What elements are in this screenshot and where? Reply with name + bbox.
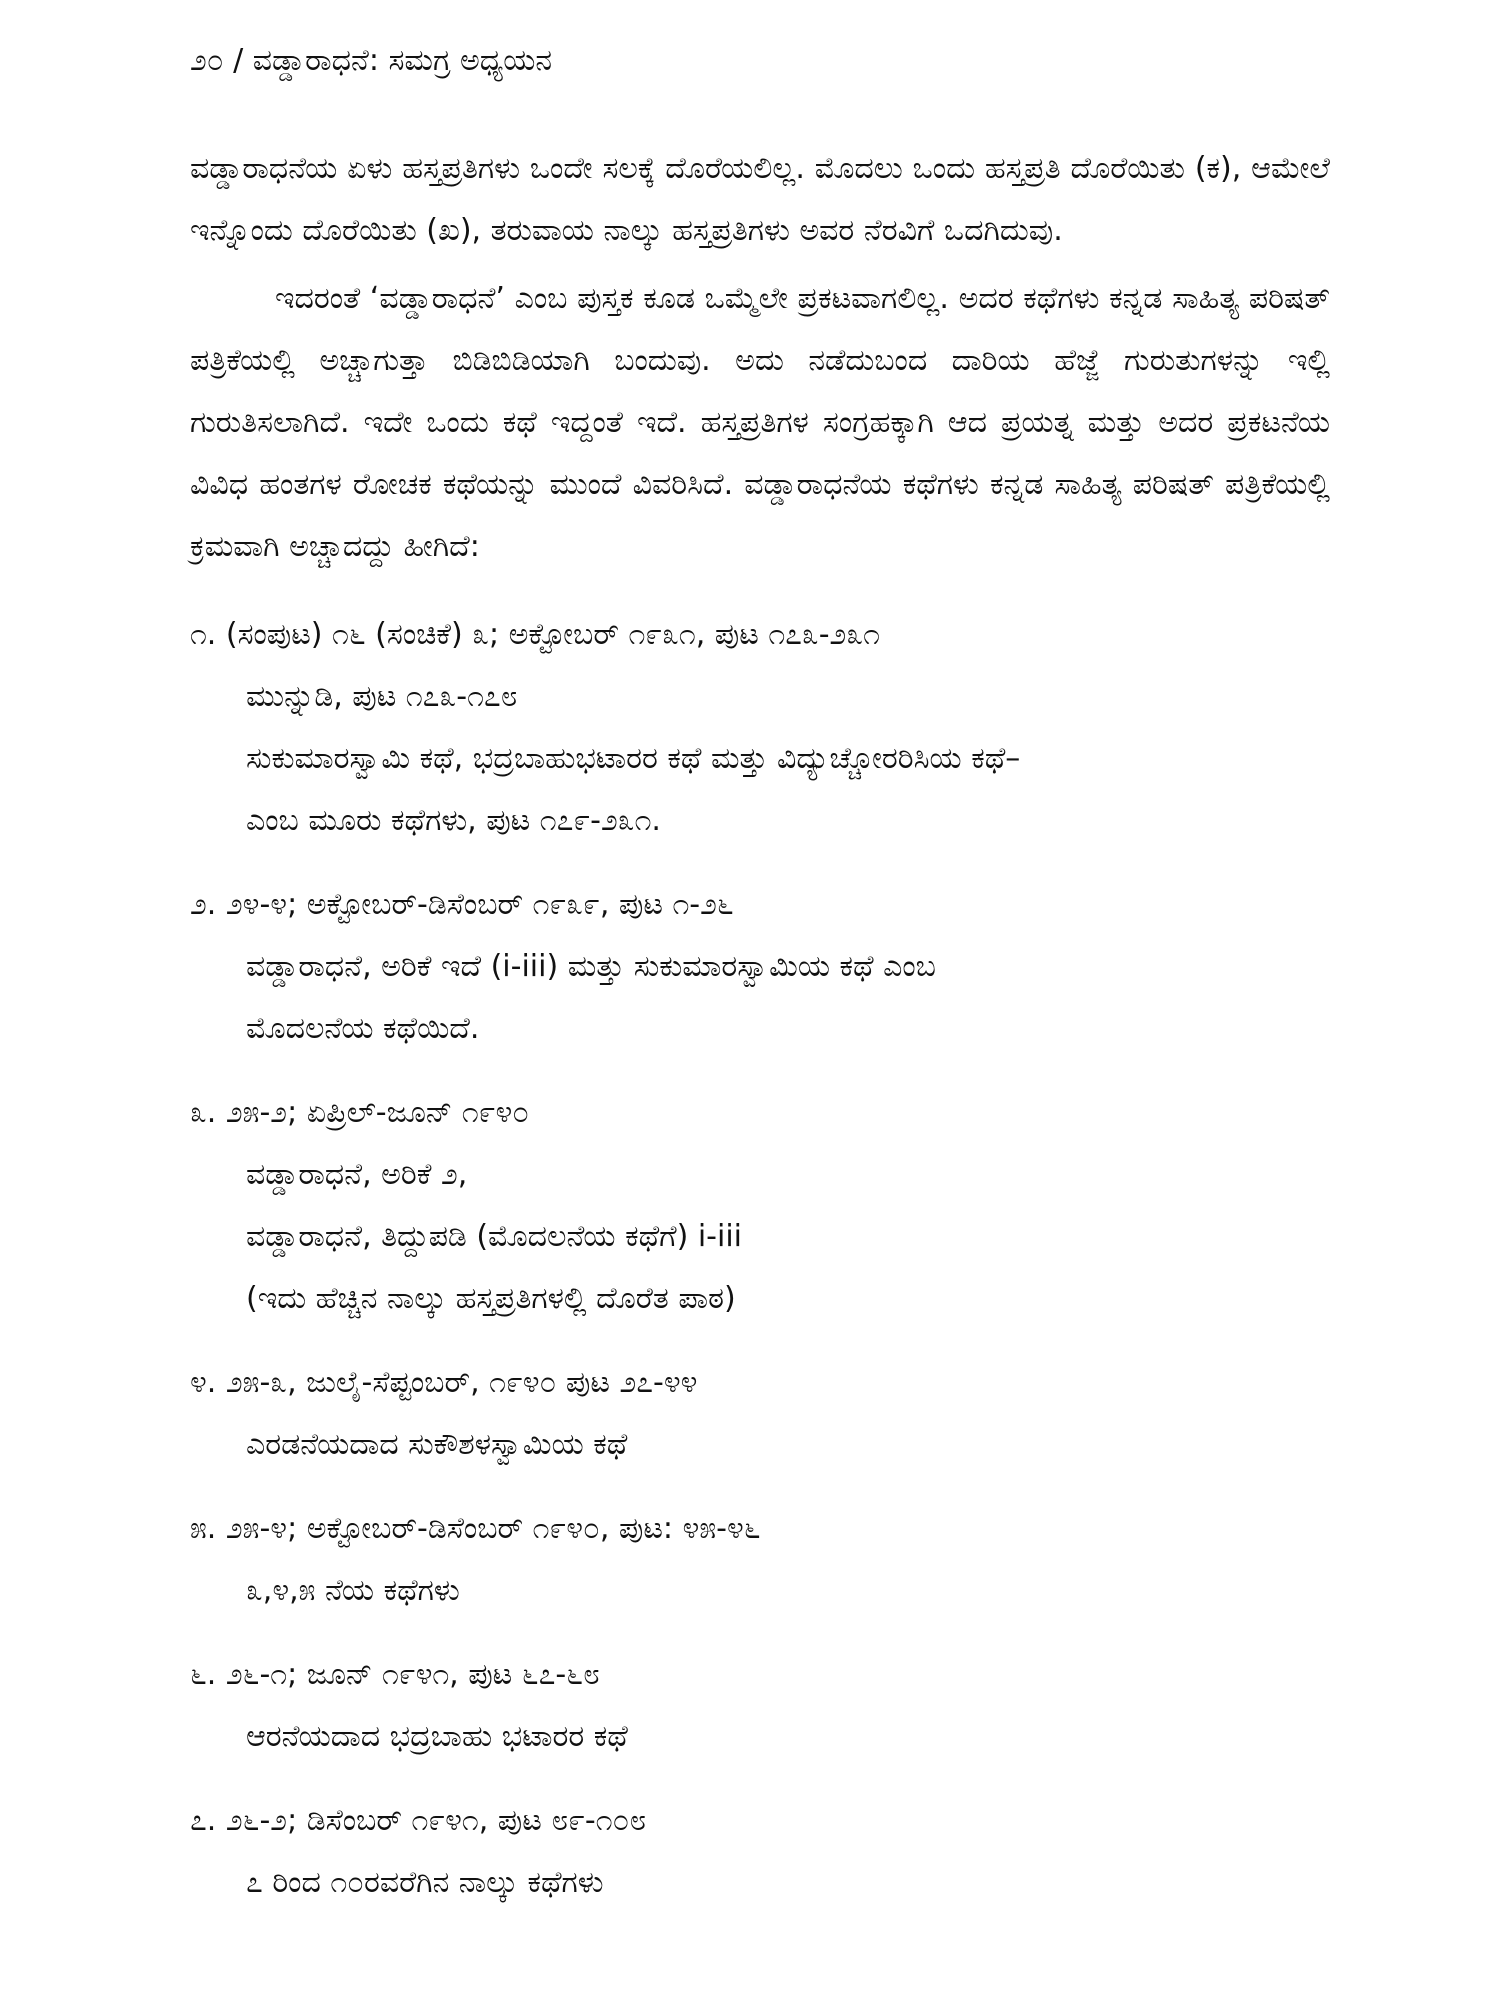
paragraph: ಇದರಂತೆ ‘ವಡ್ಡಾರಾಧನೆ’ ಎಂಬ ಪುಸ್ತಕ ಕೂಡ ಒಮ್ಮೆಲೇ ಪ್ರಕಟವಾಗಲಿಲ್ಲ. ಅದರ ಕಥೆಗಳು ಕನ್ನಡ ಸಾಹಿತ್ಯ ಪರಿಷತ್ ಪತ್ರಿಕೆಯಲ್ಲಿ ಅಚ್ಚಾಗುತ್ತಾ ಬಿಡಿಬಿಡಿಯಾಗಿ ಬಂದುವು. ಅದು ನಡೆದುಬಂದ ದಾರಿಯ ಹೆಜ್ಜೆ ಗುರುತುಗಳನ್ನು ಇಲ್ಲಿ ಗುರುತಿಸಲಾಗಿದೆ. ಇದೇ ಒಂದು ಕಥೆ ಇದ್ದಂತೆ ಇದೆ. ಹಸ್ತಪ್ರತಿಗಳ ಸಂಗ್ರಹಕ್ಕಾಗಿ ಆದ ಪ್ರಯತ್ನ ಮತ್ತು ಅದರ ಪ್ರಕಟನೆಯ ವಿವಿಧ ಹಂತಗಳ ರೋಚಕ ಕಥೆಯನ್ನು ಮುಂದೆ ವಿವರಿಸಿದೆ. ವಡ್ಡಾರಾಧನೆಯ ಕಥೆಗಳು ಕನ್ನಡ ಸಾಹಿತ್ಯ ಪರಿಷತ್ ಪತ್ರಿಕೆಯಲ್ಲಿ ಕ್ರಮವಾಗಿ ಅಚ್ಚಾದದ್ದು ಹೀಗಿದೆ: [190, 281, 1330, 564]
entry-heading: ೨. ೨೪-೪; ಅಕ್ಟೋಬರ್-ಡಿಸೆಂಬರ್ ೧೯೩೯, ಪುಟ ೧-೨೬ [190, 887, 734, 922]
list-item [190, 1790, 1330, 1914]
entry-heading: ೧. (ಸಂಪುಟ) ೧೬ (ಸಂಚಿಕೆ) ೩; ಅಕ್ಟೋಬರ್ ೧೯೩೧, ಪುಟ ೧೭೩-೨೩೧ [190, 617, 880, 652]
entry-heading: ೪. ೨೫-೩, ಜುಲೈ-ಸೆಪ್ಟಂಬರ್, ೧೯೪೦ ಪುಟ ೨೭-೪೪ [190, 1365, 698, 1400]
entry-heading: ೬. ೨೬-೧; ಜೂನ್ ೧೯೪೧, ಪುಟ ೬೭-೬೮ [190, 1657, 600, 1692]
entry-line: ಮುನ್ನುಡಿ, ಪುಟ ೧೭೩-೧೭೮ [246, 679, 518, 714]
entry-line: ಎಂಬ ಮೂರು ಕಥೆಗಳು, ಪುಟ ೧೭೯-೨೩೧. [246, 803, 661, 838]
list-item [190, 874, 1330, 1060]
list-item [190, 1498, 1330, 1622]
entry-line: ವಡ್ಡಾರಾಧನೆ, ಅರಿಕೆ ೨, [246, 1157, 468, 1192]
entry-line: ವಡ್ಡಾರಾಧನೆ, ಅರಿಕೆ ಇದೆ (i-iii) ಮತ್ತು ಸುಕುಮಾರಸ್ವಾಮಿಯ ಕಥೆ ಎಂಬ [246, 949, 936, 984]
entry-line: ೩,೪,೫ ನೆಯ ಕಥೆಗಳು [246, 1573, 460, 1608]
list-item [190, 1644, 1330, 1768]
entry-line: (ಇದು ಹೆಚ್ಚಿನ ನಾಲ್ಕು ಹಸ್ತಪ್ರತಿಗಳಲ್ಲಿ ದೊರೆತ ಪಾಠ) [246, 1281, 736, 1316]
publication-list [190, 604, 1330, 1914]
entry-line: ಸುಕುಮಾರಸ್ವಾಮಿ ಕಥೆ, ಭದ್ರಬಾಹುಭಟಾರರ ಕಥೆ ಮತ್ತು ವಿದ್ಯುಚ್ಚೋರರಿಸಿಯ ಕಥೆ– [246, 741, 1021, 776]
running-head: ೨೦ / ವಡ್ಡಾರಾಧನೆ: ಸಮಗ್ರ ಅಧ್ಯಯನ [190, 43, 553, 78]
entry-line: ಆರನೆಯದಾದ ಭದ್ರಬಾಹು ಭಟಾರರ ಕಥೆ [246, 1719, 628, 1754]
paragraph: ವಡ್ಡಾರಾಧನೆಯ ಏಳು ಹಸ್ತಪ್ರತಿಗಳು ಒಂದೇ ಸಲಕ್ಕೆ ದೊರೆಯಲಿಲ್ಲ. ಮೊದಲು ಒಂದು ಹಸ್ತಪ್ರತಿ ದೊರೆಯಿತು (ಕ), ಆಮೇಲೆ ಇನ್ನೊಂದು ದೊರೆಯಿತು (ಖ), ತರುವಾಯ ನಾಲ್ಕು ಹಸ್ತಪ್ರತಿಗಳು ಅವರ ನೆರವಿಗೆ ಒದಗಿದುವು. [190, 151, 1330, 248]
document-page [190, 36, 1330, 1936]
list-item [190, 604, 1330, 852]
entry-line: ವಡ್ಡಾರಾಧನೆ, ತಿದ್ದುಪಡಿ (ಮೊದಲನೆಯ ಕಥೆಗೆ) i-iii [246, 1219, 742, 1254]
entry-line: ೭ ರಿಂದ ೧೦ರವರೆಗಿನ ನಾಲ್ಕು ಕಥೆಗಳು [246, 1865, 604, 1900]
entry-heading: ೭. ೨೬-೨; ಡಿಸೆಂಬರ್ ೧೯೪೧, ಪುಟ ೮೯-೧೦೮ [190, 1803, 647, 1838]
list-item [190, 1082, 1330, 1330]
list-item [190, 1352, 1330, 1476]
entry-heading: ೫. ೨೫-೪; ಅಕ್ಟೋಬರ್-ಡಿಸೆಂಬರ್ ೧೯೪೦, ಪುಟ: ೪೫-೪೬ [190, 1511, 761, 1546]
entry-line: ಎರಡನೆಯದಾದ ಸುಕೌಶಳಸ್ವಾಮಿಯ ಕಥೆ [246, 1427, 628, 1462]
entry-line: ಮೊದಲನೆಯ ಕಥೆಯಿದೆ. [246, 1011, 480, 1046]
entry-heading: ೩. ೨೫-೨; ಏಪ್ರಿಲ್-ಜೂನ್ ೧೯೪೦ [190, 1095, 530, 1130]
